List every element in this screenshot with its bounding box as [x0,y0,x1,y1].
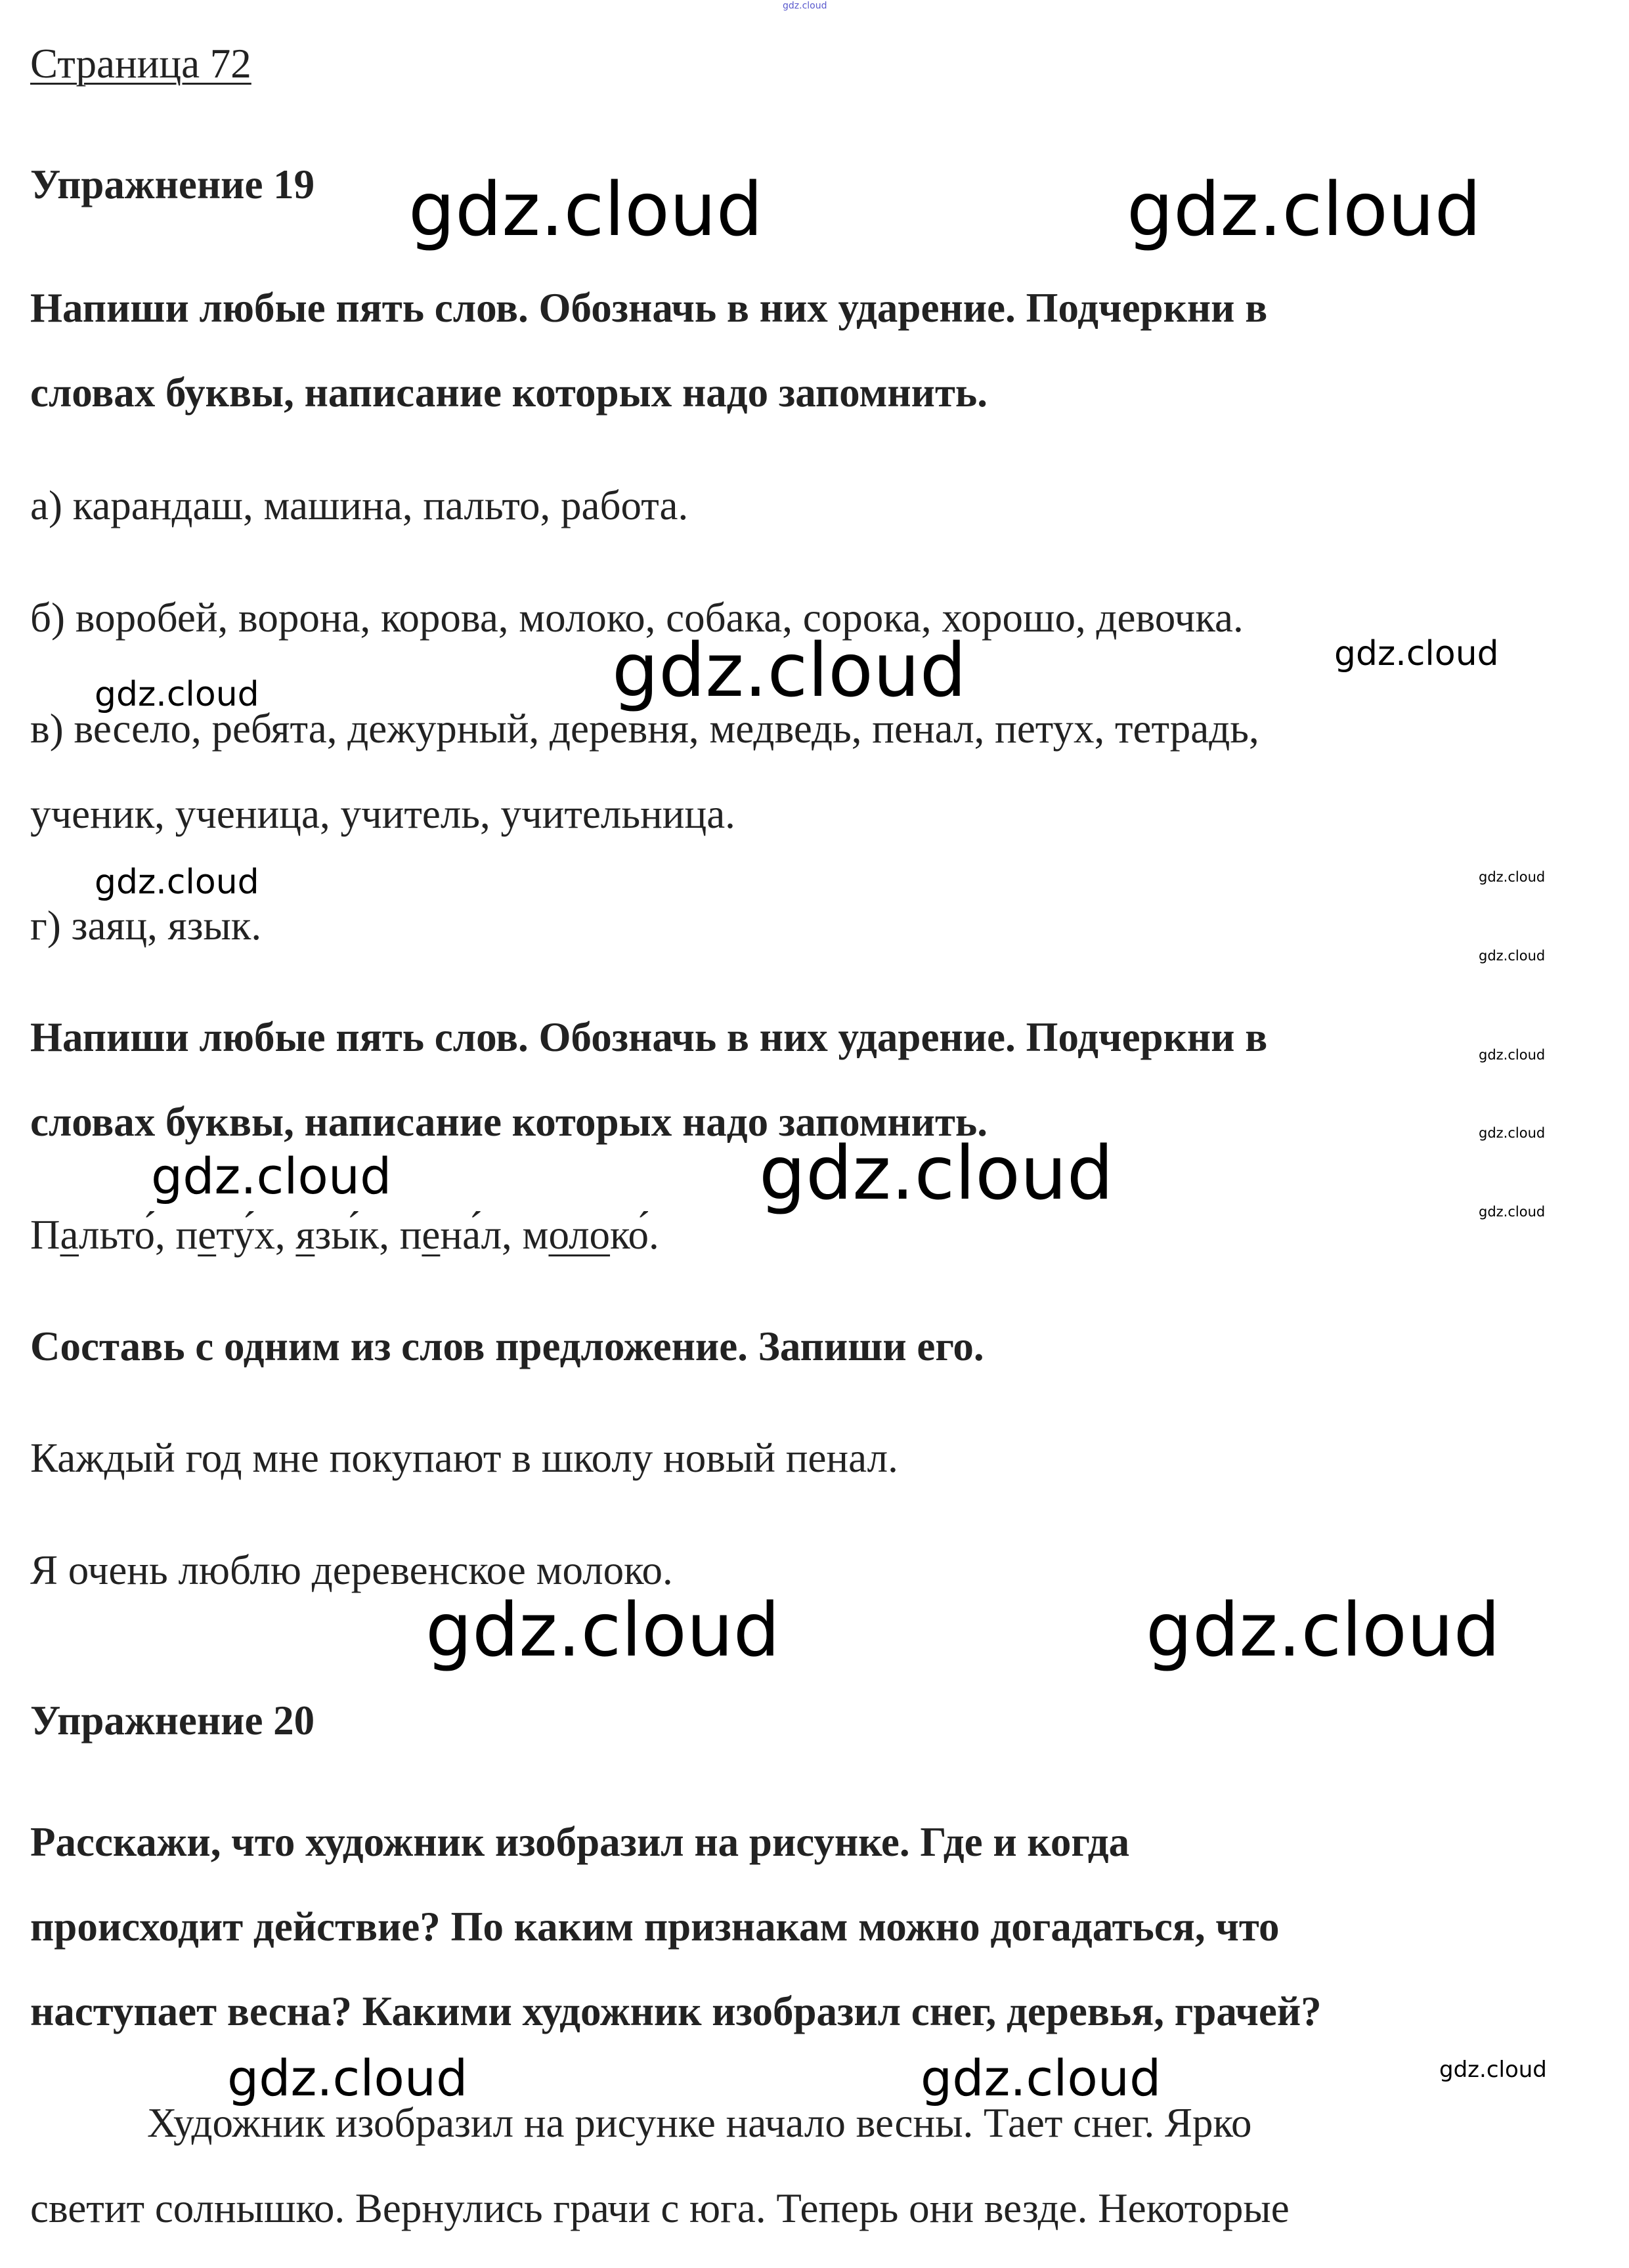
watermark: gdz.cloud [1479,1047,1546,1063]
exercise-20-heading: Упражнение 20 [30,1698,315,1744]
underlined-letter: оло [548,1212,611,1258]
list-item-v-line-2: ученик, ученица, учитель, учительница. [30,791,735,837]
answer-part: на́л, м [440,1212,549,1258]
watermark: gdz.cloud [921,2049,1162,2107]
watermark: gdz.cloud [151,1147,392,1205]
sentence-1: Каждый год мне покупают в школу новый пенал. [30,1435,898,1481]
watermark: gdz.cloud [1479,1204,1546,1220]
list-item-b: б) воробей, ворона, корова, молоко, собака, сорока, хорошо, девочка. [30,595,1244,641]
underlined-letter: а [60,1212,79,1258]
watermark: gdz.cloud [95,675,259,714]
exercise-20-answer-line-2: светит солнышко. Вернулись грачи с юга. Теперь они везде. Некоторые [30,2185,1290,2231]
watermark: gdz.cloud [1334,634,1499,674]
watermark: gdz.cloud [1439,2057,1547,2083]
underlined-letter: я [295,1212,315,1258]
answer-words-with-stress [30,1214,659,1256]
watermark: gdz.cloud [227,2049,468,2107]
list-item-v-line-1: в) весело, ребята, дежурный, деревня, медведь, пенал, петух, тетрадь, [30,706,1259,752]
sentence-2: Я очень люблю деревенское молоко. [30,1547,673,1593]
list-item-a: а) карандаш, машина, пальто, работа. [30,482,689,528]
exercise-20-task-line-2: происходит действие? По каким признакам можно догадаться, что [30,1904,1280,1950]
watermark: gdz.cloud [408,167,763,253]
watermark: gdz.cloud [425,1588,780,1673]
watermark: gdz.cloud [95,863,259,902]
watermark: gdz.cloud [1146,1588,1500,1673]
answer-part: зы́к, п [315,1212,422,1258]
exercise-19-heading: Упражнение 19 [30,161,315,207]
exercise-19-task2-line-1: Напиши любые пять слов. Обозначь в них ударение. Подчеркни в [30,1014,1268,1060]
watermark: gdz.cloud [1127,167,1481,253]
watermark: gdz.cloud [1479,869,1546,885]
exercise-20-task-line-1: Расскажи, что художник изобразил на рисунке. Где и когда [30,1819,1130,1865]
exercise-19-task-line-2: словах буквы, написание которых надо запомнить. [30,370,988,416]
watermark: gdz.cloud [612,628,967,714]
underlined-letter: е [422,1212,441,1258]
answer-part: ту́х, [216,1212,296,1258]
exercise-19-task-line-1: Напиши любые пять слов. Обозначь в них ударение. Подчеркни в [30,285,1268,331]
answer-part: П [30,1212,60,1258]
watermark: gdz.cloud [1479,1125,1546,1141]
exercise-20-answer-line-1: Художник изобразил на рисунке начало весны. Тает снег. Ярко [147,2100,1252,2146]
list-item-g: г) заяц, язык. [30,903,262,949]
answer-part: льто́, п [79,1212,198,1258]
watermark: gdz.cloud [783,1,827,11]
underlined-letter: е [198,1212,217,1258]
watermark: gdz.cloud [1479,948,1546,964]
exercise-20-task-line-3: наступает весна? Какими художник изобразил снег, деревья, грачей? [30,1988,1322,2034]
page-heading: Страница 72 [30,41,251,87]
watermark: gdz.cloud [759,1131,1114,1216]
exercise-19-task3: Составь с одним из слов предложение. Запиши его. [30,1323,984,1369]
answer-part: ко́. [610,1212,659,1258]
exercise-19-task2-line-2: словах буквы, написание которых надо запомнить. [30,1099,988,1145]
